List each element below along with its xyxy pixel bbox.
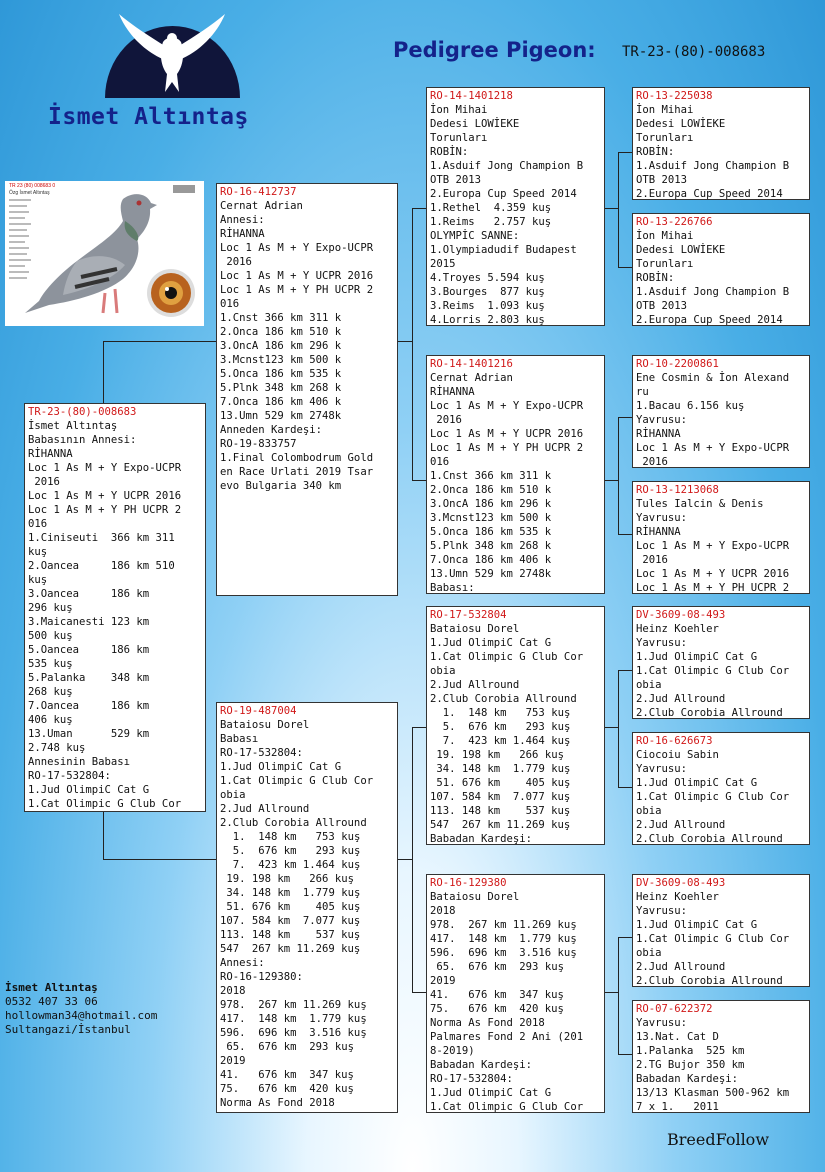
pedigree-line: 41. 676 km 347 kuş <box>430 989 564 1001</box>
pedigree-line: 2.Jud Allround <box>220 803 310 815</box>
pedigree-line: Yavrusu: <box>636 414 688 426</box>
pedigree-line: 016 <box>430 456 450 468</box>
connector-line <box>398 341 413 342</box>
pedigree-line: OTB 2013 <box>430 174 482 186</box>
pedigree-line: Torunları <box>430 132 488 144</box>
dam-sire-card <box>426 606 605 845</box>
connector-line <box>605 480 619 481</box>
connector-line <box>618 417 619 534</box>
pedigree-line: 75. 676 km 420 kuş <box>220 1083 354 1095</box>
pedigree-line: 34. 148 km 1.779 kuş <box>220 887 361 899</box>
pedigree-line: obia <box>220 789 246 801</box>
pedigree-line: 406 kuş <box>28 714 73 726</box>
ring-number: RO-19-487004 <box>220 705 297 717</box>
dam-sire-sire-card <box>632 606 810 719</box>
connector-line <box>605 992 619 993</box>
connector-line <box>412 208 426 209</box>
connector-line <box>103 341 104 403</box>
pedigree-line: 1.Asduif Jong Champion B <box>636 160 790 172</box>
connector-line <box>618 937 632 938</box>
pedigree-line: Ene Cosmin & İon Alexand <box>636 372 790 384</box>
pedigree-line: 2.Oancea 186 km 510 <box>28 560 175 572</box>
pedigree-line: 2019 <box>430 975 456 987</box>
dove-logo <box>105 12 240 98</box>
pedigree-line: 2.Europa Cup Speed 2014 <box>636 314 783 326</box>
ring-number: DV-3609-08-493 <box>636 877 726 889</box>
pedigree-line: 2016 <box>28 476 60 488</box>
pedigree-line: 1.Cat Olimpic G Club Cor <box>636 791 790 803</box>
pedigree-line: 51. 676 km 405 kuş <box>430 777 571 789</box>
pedigree-line: Yavrusu: <box>636 637 688 649</box>
pedigree-line: İon Mihai <box>430 104 488 116</box>
dam-card <box>216 702 398 1113</box>
pedigree-line: obia <box>636 947 662 959</box>
pedigree-line: 2018 <box>430 905 456 917</box>
pedigree-line: Dedesi LOWİEKE <box>636 118 726 130</box>
pedigree-line: Loc 1 As M + Y PH UCPR 2 <box>430 442 584 454</box>
pedigree-line: Loc 1 As M + Y Expo-UCPR <box>636 540 790 552</box>
pedigree-line: Loc 1 As M + Y UCPR 2016 <box>430 428 584 440</box>
pedigree-line: Loc 1 As M + Y UCPR 2016 <box>28 490 182 502</box>
pedigree-line: Dedesi LOWİEKE <box>430 118 520 130</box>
pedigree-line: Babası <box>220 733 259 745</box>
pedigree-line: Bataiosu Dorel <box>430 623 520 635</box>
pigeon-photo <box>5 181 204 326</box>
pedigree-line: 1.Jud OlimpiC Cat G <box>430 637 552 649</box>
pedigree-line: 3.OncA 186 km 296 k <box>430 498 552 510</box>
connector-line <box>618 267 632 268</box>
connector-line <box>398 859 413 860</box>
pedigree-line: 13.Umn 529 km 2748k <box>430 568 552 580</box>
pedigree-line: Loc 1 As M + Y Expo-UCPR <box>636 442 790 454</box>
contact-phone: 0532 407 33 06 <box>5 995 98 1008</box>
pedigree-line: RO-17-532804: <box>220 747 303 759</box>
pedigree-line: RİHANNA <box>220 228 265 240</box>
ring-number: RO-16-412737 <box>220 186 297 198</box>
pedigree-line: 7.Onca 186 km 406 k <box>220 396 342 408</box>
pedigree-line: Babadan Kardeşi: <box>430 833 533 845</box>
pedigree-line: 1.Palanka 525 km <box>636 1045 745 1057</box>
pedigree-line: 1.Jud OlimpiC Cat G <box>636 651 758 663</box>
pedigree-line: RO-16-129380: <box>220 971 303 983</box>
pedigree-line: 1.Cat Olimpic G Club Cor <box>430 1101 584 1113</box>
pedigree-line: 7.Onca 186 km 406 k <box>430 554 552 566</box>
sire-dam-card <box>426 355 605 594</box>
connector-line <box>412 727 426 728</box>
ring-number: TR-23-(80)-008683 <box>28 406 137 418</box>
dam-sire-dam-card <box>632 732 810 845</box>
ring-number: DV-3609-08-493 <box>636 609 726 621</box>
pedigree-line: 547 267 km 11.269 kuş <box>220 943 361 955</box>
pedigree-line: 1.Cat Olimpic G Club Cor <box>28 798 182 810</box>
pedigree-line: 2.Jud Allround <box>636 819 726 831</box>
connector-line <box>103 859 216 860</box>
pedigree-line: 8-2019) <box>430 1045 475 1057</box>
connector-line <box>618 152 619 267</box>
pedigree-line: 5.Onca 186 km 535 k <box>220 368 342 380</box>
pedigree-line: 2016 <box>220 256 252 268</box>
pedigree-line: 1.Jud OlimpiC Cat G <box>28 784 150 796</box>
sire-sire-dam-card <box>632 213 810 326</box>
pedigree-line: Babadan Kardeşi: <box>636 1073 739 1085</box>
pedigree-line: 5.Palanka 348 km <box>28 672 150 684</box>
pedigree-line: 5.Onca 186 km 535 k <box>430 526 552 538</box>
pedigree-line: Cernat Adrian <box>430 372 513 384</box>
pedigree-line: Bataiosu Dorel <box>430 891 520 903</box>
pedigree-line: 2.Club Corobia Allround <box>220 817 367 829</box>
pedigree-line: evo Bulgaria 340 km <box>220 480 342 492</box>
sire-dam-dam-card <box>632 481 810 594</box>
sire-sire-card <box>426 87 605 326</box>
pedigree-line: 3.Reims 1.093 kuş <box>430 300 545 312</box>
pedigree-line: RİHANNA <box>636 526 681 538</box>
connector-line <box>618 670 619 787</box>
pedigree-line: 2.TG Bujor 350 km <box>636 1059 745 1071</box>
pedigree-line: 1.Final Colombodrum Gold <box>220 452 374 464</box>
ring-number: RO-13-225038 <box>636 90 713 102</box>
pedigree-line: Babadan Kardeşi: <box>430 1059 533 1071</box>
pedigree-line: 1.Reims 2.757 kuş <box>430 216 552 228</box>
pedigree-line: 13/13 Klasman 500-962 km <box>636 1087 790 1099</box>
pedigree-line: 417. 148 km 1.779 kuş <box>430 933 577 945</box>
ring-number: RO-16-129380 <box>430 877 507 889</box>
pedigree-line: 2018 <box>220 985 246 997</box>
contact-email: hollowman34@hotmail.com <box>5 1009 158 1022</box>
contact-name: İsmet Altıntaş <box>5 981 98 994</box>
pedigree-line: 1.Cat Olimpic G Club Cor <box>220 775 374 787</box>
page-title: Pedigree Pigeon: <box>393 38 596 62</box>
pedigree-line: 3.Oancea 186 km <box>28 588 150 600</box>
pedigree-line: 1.Olympiadudif Budapest <box>430 244 577 256</box>
pedigree-line: İon Mihai <box>636 104 694 116</box>
ring-number: RO-14-1401216 <box>430 358 513 370</box>
brand-footer: BreedFollow <box>667 1130 770 1149</box>
pedigree-line: Loc 1 As M + Y UCPR 2016 <box>220 270 374 282</box>
pedigree-line: 7. 423 km 1.464 kuş <box>430 735 571 747</box>
pedigree-line: RİHANNA <box>28 448 73 460</box>
pedigree-line: 1.Rethel 4.359 kuş <box>430 202 552 214</box>
pedigree-line: OTB 2013 <box>636 174 688 186</box>
pedigree-line: 4.Lorris 2.803 kuş <box>430 314 545 326</box>
pedigree-line: Dedesi LOWİEKE <box>636 244 726 256</box>
pedigree-line: 7. 423 km 1.464 kuş <box>220 859 361 871</box>
pedigree-line: 5. 676 km 293 kuş <box>220 845 361 857</box>
pedigree-line: 2015 <box>430 258 456 270</box>
subject-ring-number: TR-23-(80)-008683 <box>622 44 766 60</box>
pedigree-line: 3.Bourges 877 kuş <box>430 286 545 298</box>
ring-number: RO-16-626673 <box>636 735 713 747</box>
dam-dam-card <box>426 874 605 1113</box>
pedigree-line: 7 x 1. 2011 <box>636 1101 719 1113</box>
pedigree-line: 1.Jud OlimpiC Cat G <box>220 761 342 773</box>
pedigree-line: obia <box>636 679 662 691</box>
pedigree-line: 596. 696 km 3.516 kuş <box>430 947 577 959</box>
pedigree-line: 3.Mcnst123 km 500 k <box>430 512 552 524</box>
pedigree-line: 1.Jud OlimpiC Cat G <box>636 919 758 931</box>
connector-line <box>103 811 104 859</box>
pedigree-line: 5.Plnk 348 km 268 k <box>430 540 552 552</box>
sire-card <box>216 183 398 596</box>
pedigree-line: Loc 1 As M + Y Expo-UCPR <box>220 242 374 254</box>
connector-line <box>618 787 632 788</box>
pedigree-line: 016 <box>28 518 48 530</box>
pedigree-line: 2016 <box>430 414 462 426</box>
photo-ring: TR 23 (80) 008683 0 <box>9 183 56 189</box>
connector-line <box>618 534 632 535</box>
pedigree-line: Annesi: <box>220 214 265 226</box>
pedigree-line: Annesi: <box>220 957 265 969</box>
pedigree-line: İon Mihai <box>636 230 694 242</box>
connector-line <box>618 417 632 418</box>
pedigree-line: Tules Ialcin & Denis <box>636 498 764 510</box>
pedigree-line: 3.OncA 186 km 296 k <box>220 340 342 352</box>
pedigree-line: 2.Europa Cup Speed 2014 <box>430 188 577 200</box>
pedigree-line: ru <box>636 386 649 398</box>
pedigree-line: 4.Troyes 5.594 kuş <box>430 272 545 284</box>
pigeon-image <box>5 181 204 326</box>
pedigree-line: 1.Cnst 366 km 311 k <box>220 312 342 324</box>
pedigree-line: Loc 1 As M + Y Expo-UCPR <box>430 400 584 412</box>
pedigree-line: Annesinin Babası <box>28 756 131 768</box>
pedigree-line: 1.Cat Olimpic G Club Cor <box>636 933 790 945</box>
pedigree-line: obia <box>636 805 662 817</box>
pedigree-line: 75. 676 km 420 kuş <box>430 1003 564 1015</box>
pedigree-line: 268 kuş <box>28 686 73 698</box>
pedigree-line: 2.Europa Cup Speed 2014 <box>636 188 783 200</box>
connector-line <box>103 341 216 342</box>
connector-line <box>618 937 619 1054</box>
pedigree-line: kuş <box>28 574 48 586</box>
ring-number: RO-07-622372 <box>636 1003 713 1015</box>
pedigree-line: 19. 198 km 266 kuş <box>220 873 354 885</box>
pedigree-line: ROBİN: <box>430 146 469 158</box>
sire-dam-sire-card <box>632 355 810 468</box>
pedigree-line: ROBİN: <box>636 272 675 284</box>
pedigree-line: Loc 1 As M + Y Expo-UCPR <box>28 462 182 474</box>
pedigree-line: en Race Urlati 2019 Tsar <box>220 466 374 478</box>
pedigree-line: Yavrusu: <box>636 763 688 775</box>
pedigree-line: 113. 148 km 537 kuş <box>220 929 361 941</box>
pedigree-line: 107. 584 km 7.077 kuş <box>220 915 361 927</box>
pedigree-line: 2.Jud Allround <box>636 693 726 705</box>
pedigree-line: Norma As Fond 2018 <box>220 1097 335 1109</box>
ring-number: RO-13-226766 <box>636 216 713 228</box>
connector-line <box>618 670 632 671</box>
pedigree-line: 2.Club Corobia Allround <box>636 833 783 845</box>
ring-number: RO-14-1401218 <box>430 90 513 102</box>
owner-name: İsmet Altıntaş <box>48 104 249 130</box>
pedigree-line: 2.Club Corobia Allround <box>430 693 577 705</box>
pedigree-line: 1.Jud OlimpiC Cat G <box>636 777 758 789</box>
pedigree-line: 34. 148 km 1.779 kuş <box>430 763 571 775</box>
pedigree-line: 19. 198 km 266 kuş <box>430 749 564 761</box>
pedigree-line: 2.Club Corobia Allround <box>636 975 783 987</box>
pedigree-line: 296 kuş <box>28 602 73 614</box>
pedigree-line: 978. 267 km 11.269 kuş <box>430 919 577 931</box>
pedigree-line: 65. 676 km 293 kuş <box>430 961 564 973</box>
connector-line <box>618 152 632 153</box>
pedigree-line: İsmet Altıntaş <box>28 420 118 432</box>
pedigree-line: 13.Nat. Cat D <box>636 1031 719 1043</box>
pedigree-line: Loc 1 As M + Y PH UCPR 2 <box>28 504 182 516</box>
connector-line <box>618 1054 632 1055</box>
pedigree-line: 3.Maicanesti 123 km <box>28 616 150 628</box>
pedigree-line: Norma As Fond 2018 <box>430 1017 545 1029</box>
pedigree-line: Palmares Fond 2 Ani (201 <box>430 1031 584 1043</box>
pedigree-line: Ciocoiu Sabin <box>636 749 719 761</box>
pedigree-line: 1.Bacau 6.156 kuş <box>636 400 745 412</box>
pedigree-line: Torunları <box>636 258 694 270</box>
connector-line <box>605 727 619 728</box>
pedigree-line: 2.Jud Allround <box>430 679 520 691</box>
pedigree-line: Yavrusu: <box>636 905 688 917</box>
pedigree-line: 2016 <box>636 554 668 566</box>
pedigree-line: 41. 676 km 347 kuş <box>220 1069 354 1081</box>
pedigree-line: 2016 <box>636 456 668 468</box>
pedigree-line: 107. 584 km 7.077 kuş <box>430 791 571 803</box>
connector-line <box>605 208 619 209</box>
pedigree-line: 596. 696 km 3.516 kuş <box>220 1027 367 1039</box>
pedigree-line: 5. 676 km 293 kuş <box>430 721 571 733</box>
connector-line <box>412 480 426 481</box>
contact-location: Sultangazi/İstanbul <box>5 1023 131 1036</box>
pedigree-line: Loc 1 As M + Y PH UCPR 2 <box>220 284 374 296</box>
contact-block <box>5 981 157 1037</box>
pedigree-line: RO-17-532804: <box>28 770 111 782</box>
pedigree-line: 13.Umn 529 km 2748k <box>220 410 342 422</box>
pedigree-line: 1.Asduif Jong Champion B <box>636 286 790 298</box>
pedigree-line: Babasının Annesi: <box>28 434 137 446</box>
pedigree-line: Loc 1 As M + Y PH UCPR 2 <box>636 582 790 594</box>
pedigree-line: 1. 148 km 753 kuş <box>220 831 361 843</box>
pedigree-line: 1.Jud OlimpiC Cat G <box>430 1087 552 1099</box>
pedigree-line: OTB 2013 <box>636 300 688 312</box>
pedigree-line: kuş <box>28 546 48 558</box>
pedigree-line: Loc 1 As M + Y UCPR 2016 <box>636 568 790 580</box>
pedigree-line: Heinz Koehler <box>636 891 719 903</box>
pedigree-line: 1.Cnst 366 km 311 k <box>430 470 552 482</box>
pedigree-line: 978. 267 km 11.269 kuş <box>220 999 367 1011</box>
dam-dam-sire-card <box>632 874 810 987</box>
pedigree-line: 2.Club Corobia Allround <box>636 707 783 719</box>
pedigree-line: 5.Oancea 186 km <box>28 644 150 656</box>
pedigree-line: 1.Cat Olimpic G Club Cor <box>636 665 790 677</box>
connector-line <box>412 992 426 993</box>
pedigree-line: 51. 676 km 405 kuş <box>220 901 361 913</box>
pedigree-line: 2.Jud Allround <box>636 961 726 973</box>
pedigree-line: 417. 148 km 1.779 kuş <box>220 1013 367 1025</box>
pedigree-line: 1.Cat Olimpic G Club Cor <box>430 651 584 663</box>
ring-number: RO-10-2200861 <box>636 358 719 370</box>
pedigree-line: 2019 <box>220 1055 246 1067</box>
pedigree-line: ROBİN: <box>636 146 675 158</box>
pedigree-line: 2.Onca 186 km 510 k <box>430 484 552 496</box>
pedigree-line: Heinz Koehler <box>636 623 719 635</box>
pedigree-line: RO-17-532804: <box>430 1073 513 1085</box>
photo-caption: Özg İsmet Altıntaş <box>9 190 50 196</box>
pedigree-line: RO-19-833757 <box>220 438 297 450</box>
pedigree-line: Torunları <box>636 132 694 144</box>
pedigree-line: obia <box>430 665 456 677</box>
pedigree-line: 2.Onca 186 km 510 k <box>220 326 342 338</box>
pedigree-line: 1.Ciniseuti 366 km 311 <box>28 532 175 544</box>
connector-line <box>412 208 413 480</box>
pedigree-line: 2.748 kuş <box>28 742 86 754</box>
pedigree-line: 5.Plnk 348 km 268 k <box>220 382 342 394</box>
ring-number: RO-17-532804 <box>430 609 507 621</box>
sire-sire-sire-card <box>632 87 810 200</box>
pedigree-line: Cernat Adrian <box>220 200 303 212</box>
pedigree-line: 500 kuş <box>28 630 73 642</box>
pedigree-line: 1.Asduif Jong Champion B <box>430 160 584 172</box>
pedigree-line: 65. 676 km 293 kuş <box>220 1041 354 1053</box>
ring-number: RO-13-1213068 <box>636 484 719 496</box>
pedigree-line: 016 <box>220 298 240 310</box>
dam-dam-dam-card <box>632 1000 810 1113</box>
pedigree-line: 535 kuş <box>28 658 73 670</box>
pedigree-line: RİHANNA <box>636 428 681 440</box>
pedigree-line: 3.Mcnst123 km 500 k <box>220 354 342 366</box>
pedigree-line: 113. 148 km 537 kuş <box>430 805 571 817</box>
pedigree-line: Yavrusu: <box>636 512 688 524</box>
pedigree-line: 7.Oancea 186 km <box>28 700 150 712</box>
pedigree-line: Babası: <box>430 582 475 594</box>
subject-pigeon-card <box>24 403 206 812</box>
pedigree-line: 1. 148 km 753 kuş <box>430 707 571 719</box>
pedigree-line: 547 267 km 11.269 kuş <box>430 819 571 831</box>
pedigree-line: Yavrusu: <box>636 1017 688 1029</box>
pedigree-line: RİHANNA <box>430 386 475 398</box>
pedigree-line: Anneden Kardeşi: <box>220 424 323 436</box>
pedigree-line: 13.Uman 529 km <box>28 728 150 740</box>
pedigree-line: OLYMPİC SANNE: <box>430 230 520 242</box>
pedigree-line: Bataiosu Dorel <box>220 719 310 731</box>
